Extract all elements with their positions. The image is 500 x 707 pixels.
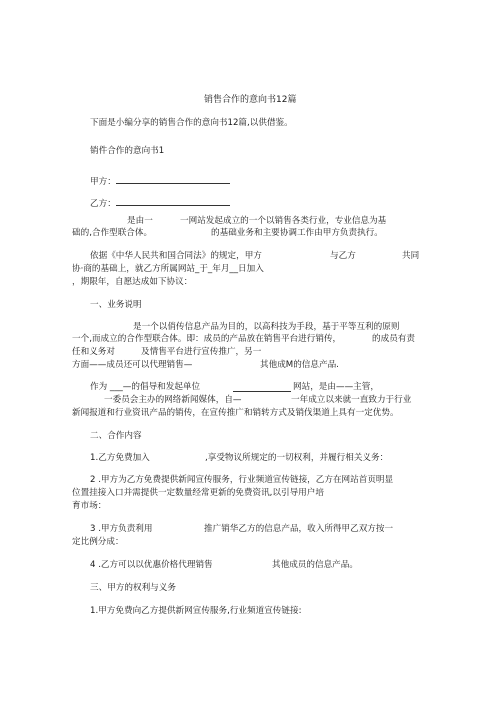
party-a-blank	[116, 174, 230, 184]
p2-line2: 协·商的基础上，就乙方所属网站_于_年月__日加入	[72, 264, 264, 274]
p4-line2-a: 一委员会主办的网络新闻媒体，自—	[104, 395, 242, 405]
section-subtitle: 销件合作的意向书1	[90, 146, 165, 156]
p4-line2-b: 一年成立以来就一直致力于行业	[291, 395, 412, 405]
c2-line3: 育市场：	[72, 501, 107, 511]
party-b-label: 乙方：	[90, 199, 116, 209]
p3-line3-b: 及情售平台进行宣传推广，另一	[141, 347, 262, 357]
p1-line2-b: 的基础业务和主要协调工作由甲方负责执行。	[211, 228, 383, 238]
p4-line1-a: 作为 ___—的倡导和发起单位	[90, 382, 201, 392]
p2-line1-b: 与乙方	[330, 251, 356, 261]
heading-cooperation: 二、合作内容	[90, 431, 142, 441]
p3-line4-b: 其他成M的信息产品.	[260, 360, 339, 370]
party-b-blank	[116, 196, 230, 206]
party-b-line	[90, 196, 230, 210]
party-a-label: 甲方：	[90, 177, 116, 187]
d1-line: 1.甲方免费向乙方提供新网宣传服务,行业频道宣传链接:	[90, 606, 302, 616]
c3-line1-b: 推广销华乙方的信息产品，收入所得甲乙双方按一	[204, 524, 394, 534]
p4-line1-b: 网站，是由——主管，	[293, 382, 379, 392]
p2-line1-c: 共同	[402, 251, 420, 261]
party-a-line	[90, 174, 230, 188]
c2-line2: 位置挂接入口并需提供一定数量经常更新的免费资讯,以引导用户培	[72, 488, 324, 498]
p1-line2-a: 础的,合作型联合体。	[72, 228, 153, 238]
p3-line2-b: 的成员有责	[372, 334, 415, 344]
p4-line3: 新闻报道和行业资讯产品的销传，在宣传推广和销转方式及销伐渠道上具有一定优势。	[72, 408, 399, 418]
p3-line4-a: 方面——成员还可以代理销售—	[72, 360, 193, 370]
c4-a: 4 .乙方可以以优惠价格代理销售	[90, 560, 213, 570]
p3-line3-a: 任和义务对	[72, 347, 115, 357]
p3-line2-a: 一个,而成立的合作型联合体。即：成员的产品放在销售平台进行销传，	[72, 334, 342, 344]
p1-line1-b: 一网站发起成立的一个以销售各类行业，专业信息为基	[180, 216, 387, 226]
p4-line1-blank	[233, 382, 291, 396]
c2-line1: 2 .甲方为乙方免费提供新闻宣传服务，行业频道宣传链接，乙方在网站首页明显	[90, 475, 394, 485]
c3-line1-a: 3 .甲方负责利用	[90, 524, 153, 534]
p2-line3: ，期限年，自愿达成如下协议：	[72, 277, 193, 287]
heading-business: 一、业务说明	[90, 300, 142, 310]
c1-a: 1.乙方免费加入	[90, 453, 150, 463]
p2-line1-a: 依据《中华人民共和国合同法》的规定，甲方	[90, 251, 262, 261]
c1-b: ,享受物议所规定的一切权利，并履行相关义务：	[205, 453, 389, 463]
document-title: 销售合作的意向书12篇	[204, 95, 297, 105]
p1-line1-a: 是由一	[127, 216, 153, 226]
p3-line1: 是一个以俏传信息产品为目的，以高科技为手段，基于平等互利的原则	[133, 322, 400, 332]
c4-b: 其他成员的信息产品。	[272, 560, 358, 570]
heading-party-a-rights: 三、甲方的权利与义务	[90, 583, 176, 593]
p4-blank-underline	[233, 382, 291, 392]
intro-text: 下面是小编分享的销售合作的意向书12篇,以供借鉴。	[90, 118, 293, 128]
c3-line2: 定比例分成：	[72, 537, 124, 547]
